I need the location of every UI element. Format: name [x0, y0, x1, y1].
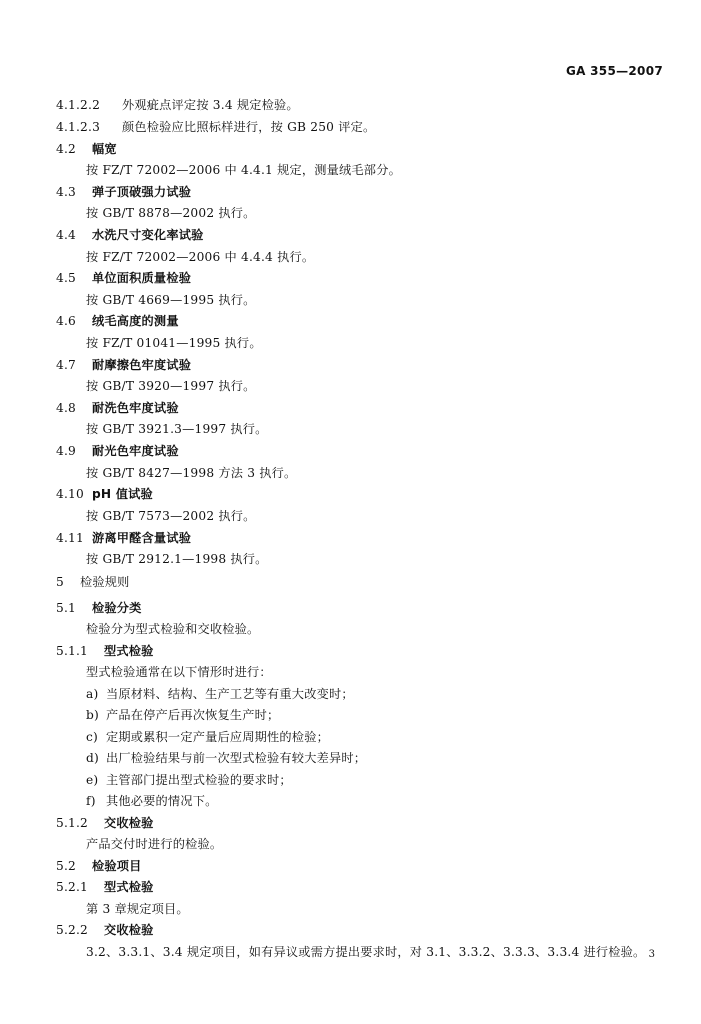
list-item	[86, 772, 292, 788]
clause-number: 4.1.2.3	[56, 120, 101, 134]
section-heading	[56, 119, 375, 135]
clause-text: 水洗尺寸变化率试验	[92, 228, 204, 242]
clause-text: 按 GB/T 7573—2002 执行。	[86, 509, 256, 523]
document-code: GA 355—2007	[565, 64, 663, 78]
clause-text: 按 FZ/T 01041—1995 执行。	[86, 336, 262, 350]
clause-number: 5.1.2	[56, 816, 89, 830]
clause-text: 幅宽	[92, 142, 117, 156]
section-heading	[56, 858, 142, 874]
list-item	[86, 707, 279, 723]
clause-text: 交收检验	[104, 923, 154, 937]
paragraph-line	[86, 378, 256, 394]
clause-number: c)	[86, 730, 98, 744]
section-heading	[56, 184, 191, 200]
paragraph-line	[86, 836, 222, 852]
page-number: 3	[648, 949, 655, 960]
clause-number: f)	[86, 794, 96, 808]
section-heading	[56, 922, 154, 938]
section-heading	[56, 270, 191, 286]
clause-text: 耐摩擦色牢度试验	[92, 358, 192, 372]
paragraph-line	[86, 901, 189, 917]
clause-text: 耐洗色牢度试验	[92, 401, 179, 415]
clause-text: 检验规则	[80, 575, 130, 589]
paragraph-line	[86, 944, 645, 960]
clause-text: 弹子顶破强力试验	[92, 185, 192, 199]
clause-number: e)	[86, 773, 99, 787]
clause-number: a)	[86, 687, 99, 701]
list-item	[86, 729, 329, 745]
clause-text: 产品在停产后再次恢复生产时；	[106, 708, 280, 722]
clause-number: 4.10	[56, 487, 84, 501]
section-heading	[56, 227, 204, 243]
clause-text: pH 值试验	[92, 487, 153, 501]
section-heading	[56, 486, 153, 502]
paragraph-line	[86, 664, 272, 680]
clause-text: 出厂检验结果与前一次型式检验有较大差异时；	[106, 751, 367, 765]
clause-text: 绒毛高度的测量	[92, 314, 179, 328]
clause-text: 按 FZ/T 72002—2006 中 4.4.1 规定，测量绒毛部分。	[86, 163, 401, 177]
clause-number: 4.6	[56, 314, 76, 328]
clause-text: 第 3 章规定项目。	[86, 902, 189, 916]
paragraph-line	[86, 551, 268, 567]
clause-text: 按 GB/T 4669—1995 执行。	[86, 293, 256, 307]
clause-number: 5.2.1	[56, 880, 89, 894]
section-heading	[56, 141, 117, 157]
clause-number: 4.1.2.2	[56, 98, 101, 112]
clause-text: 其他必要的情况下。	[106, 794, 218, 808]
list-item	[86, 750, 366, 766]
section-heading	[56, 313, 179, 329]
clause-text: 检验分为型式检验和交收检验。	[86, 622, 260, 636]
clause-number: b)	[86, 708, 99, 722]
clause-number: 4.9	[56, 444, 76, 458]
clause-number: 5.2	[56, 859, 76, 873]
clause-text: 检验项目	[92, 859, 142, 873]
clause-text: 单位面积质量检验	[92, 271, 192, 285]
paragraph-line	[86, 421, 268, 437]
section-heading	[56, 530, 191, 546]
clause-number: 4.5	[56, 271, 76, 285]
clause-number: 4.7	[56, 358, 76, 372]
clause-number: 5.1.1	[56, 644, 89, 658]
clause-text: 耐光色牢度试验	[92, 444, 179, 458]
section-heading	[56, 600, 142, 616]
clause-number: 4.11	[56, 531, 84, 545]
clause-number: 5.2.2	[56, 923, 89, 937]
list-item	[86, 793, 218, 809]
section-heading	[56, 643, 154, 659]
section-heading	[56, 97, 299, 113]
list-item	[86, 686, 354, 702]
section-heading	[56, 357, 191, 373]
clause-text: 按 GB/T 8878—2002 执行。	[86, 206, 256, 220]
paragraph-line	[86, 205, 256, 221]
clause-text: 游离甲醛含量试验	[92, 531, 192, 545]
clause-text: 检验分类	[92, 601, 142, 615]
clause-text: 按 GB/T 3920—1997 执行。	[86, 379, 256, 393]
paragraph-line	[86, 465, 296, 481]
clause-number: d)	[86, 751, 99, 765]
clause-number: 4.8	[56, 401, 76, 415]
clause-text: 定期或累积一定产量后应周期性的检验；	[106, 730, 329, 744]
clause-text: 外观疵点评定按 3.4 规定检验。	[122, 98, 299, 112]
paragraph-line	[86, 292, 256, 308]
clause-text: 交收检验	[104, 816, 154, 830]
clause-text: 型式检验通常在以下情形时进行：	[86, 665, 272, 679]
section-heading	[56, 400, 179, 416]
paragraph-line	[86, 508, 256, 524]
paragraph-line	[86, 335, 262, 351]
paragraph-line	[86, 621, 259, 637]
clause-number: 5.1	[56, 601, 76, 615]
clause-text: 3.2、3.3.1、3.4 规定项目，如有异议或需方提出要求时，对 3.1、3.3.2、3.3.3、3.3.4 进行检验。	[86, 945, 646, 959]
section-heading	[56, 815, 154, 831]
clause-text: 产品交付时进行的检验。	[86, 837, 223, 851]
clause-number: 5	[56, 575, 64, 589]
clause-text: 颜色检验应比照标样进行，按 GB 250 评定。	[122, 120, 376, 134]
clause-text: 按 FZ/T 72002—2006 中 4.4.4 执行。	[86, 250, 315, 264]
section-heading	[56, 574, 130, 590]
clause-number: 4.4	[56, 228, 76, 242]
clause-text: 按 GB/T 3921.3—1997 执行。	[86, 422, 268, 436]
clause-text: 当原材料、结构、生产工艺等有重大改变时；	[106, 687, 354, 701]
paragraph-line	[86, 162, 401, 178]
clause-text: 型式检验	[104, 644, 154, 658]
section-heading	[56, 879, 154, 895]
paragraph-line	[86, 249, 314, 265]
clause-number: 4.3	[56, 185, 76, 199]
clause-text: 按 GB/T 8427—1998 方法 3 执行。	[86, 466, 297, 480]
clause-text: 按 GB/T 2912.1—1998 执行。	[86, 552, 268, 566]
section-heading	[56, 443, 179, 459]
clause-number: 4.2	[56, 142, 76, 156]
clause-text: 型式检验	[104, 880, 154, 894]
clause-text: 主管部门提出型式检验的要求时；	[106, 773, 292, 787]
